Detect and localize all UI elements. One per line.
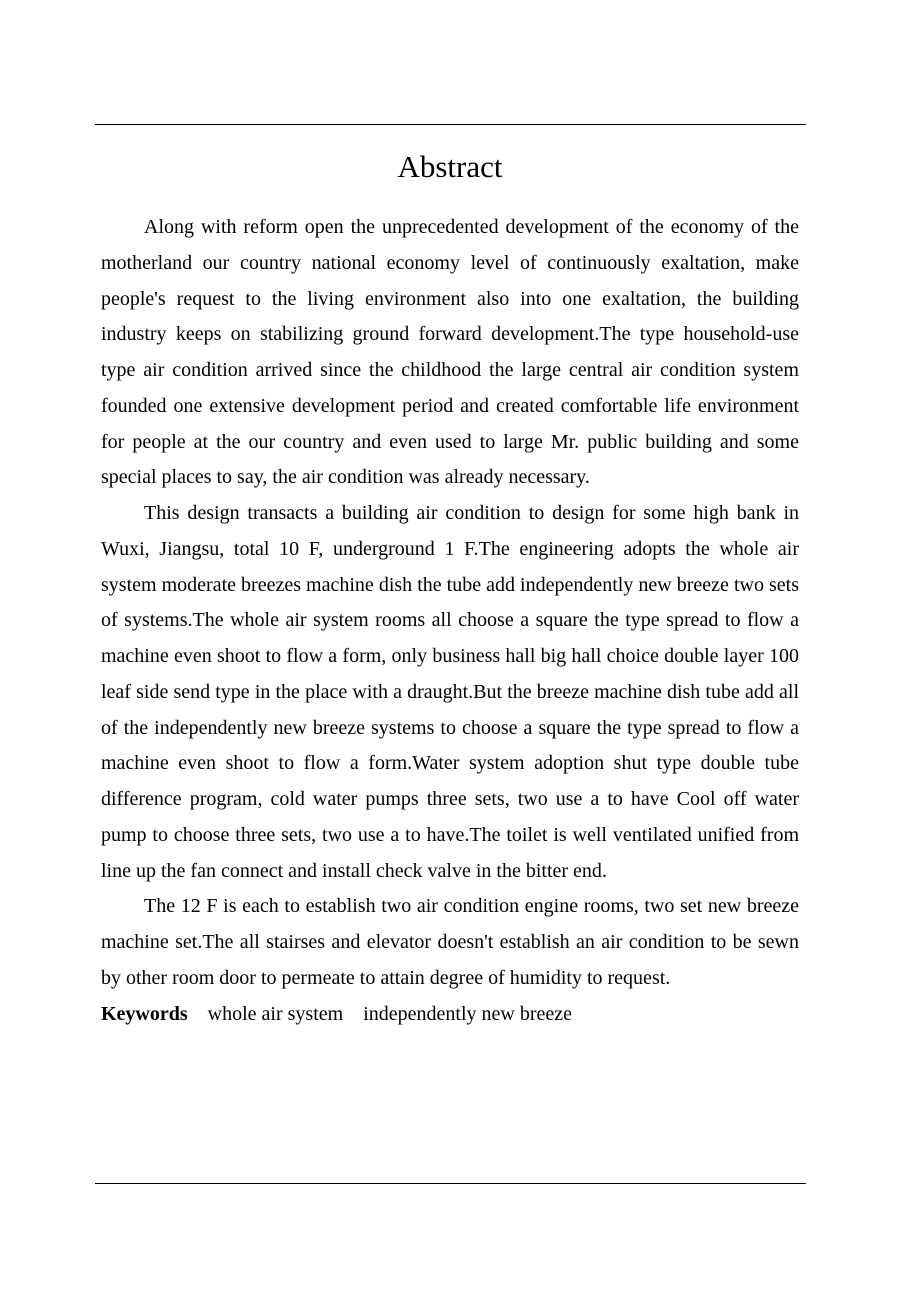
page-title: Abstract	[397, 149, 503, 184]
top-rule	[95, 124, 806, 125]
paragraph-3: The 12 F is each to establish two air condition engine rooms, two set new breeze machine set.The all stairses and elevator doesn't establish an air condition to be sewn by other room door to permeate to attain degree of humidity to request.	[101, 895, 799, 989]
keyword-item: independently new breeze	[363, 1002, 572, 1025]
keywords-line	[101, 997, 799, 1033]
bottom-rule	[95, 1183, 806, 1184]
keywords-label: Keywords	[101, 1002, 188, 1025]
keyword-item: whole air system	[207, 1002, 344, 1025]
abstract-body	[101, 210, 799, 1032]
paragraph-2: This design transacts a building air condition to design for some high bank in Wuxi, Jiangsu, total 10 F, underground 1 F.The engineering adopts the whole air system moderate breezes machine dish the tube add independently new breeze two sets of systems.The whole air system rooms all choose a square the type spread to flow a machine even shoot to flow a form, only business hall big hall choice double layer 100 leaf side send type in the place with a draught.But the breeze machine dish tube add all of the independently new breeze systems to choose a square the type spread to flow a machine even shoot to flow a form.Water system adoption shut type double tube difference program, cold water pumps three sets, two use a to have Cool off water pump to choose three sets, two use a to have.The toilet is well ventilated unified from line up the fan connect and install check valve in the bitter end.	[101, 502, 799, 882]
paragraph-1: Along with reform open the unprecedented development of the economy of the motherland our country national economy level of continuously exaltation, make people's request to the living environment also into one exaltation, the building industry keeps on stabilizing ground forward development.The type household-use type air condition arrived since the childhood the large central air condition system founded one extensive development period and created comfortable life environment for people at the our country and even used to large Mr. public building and some special places to say, the air condition was already necessary.	[101, 216, 799, 489]
